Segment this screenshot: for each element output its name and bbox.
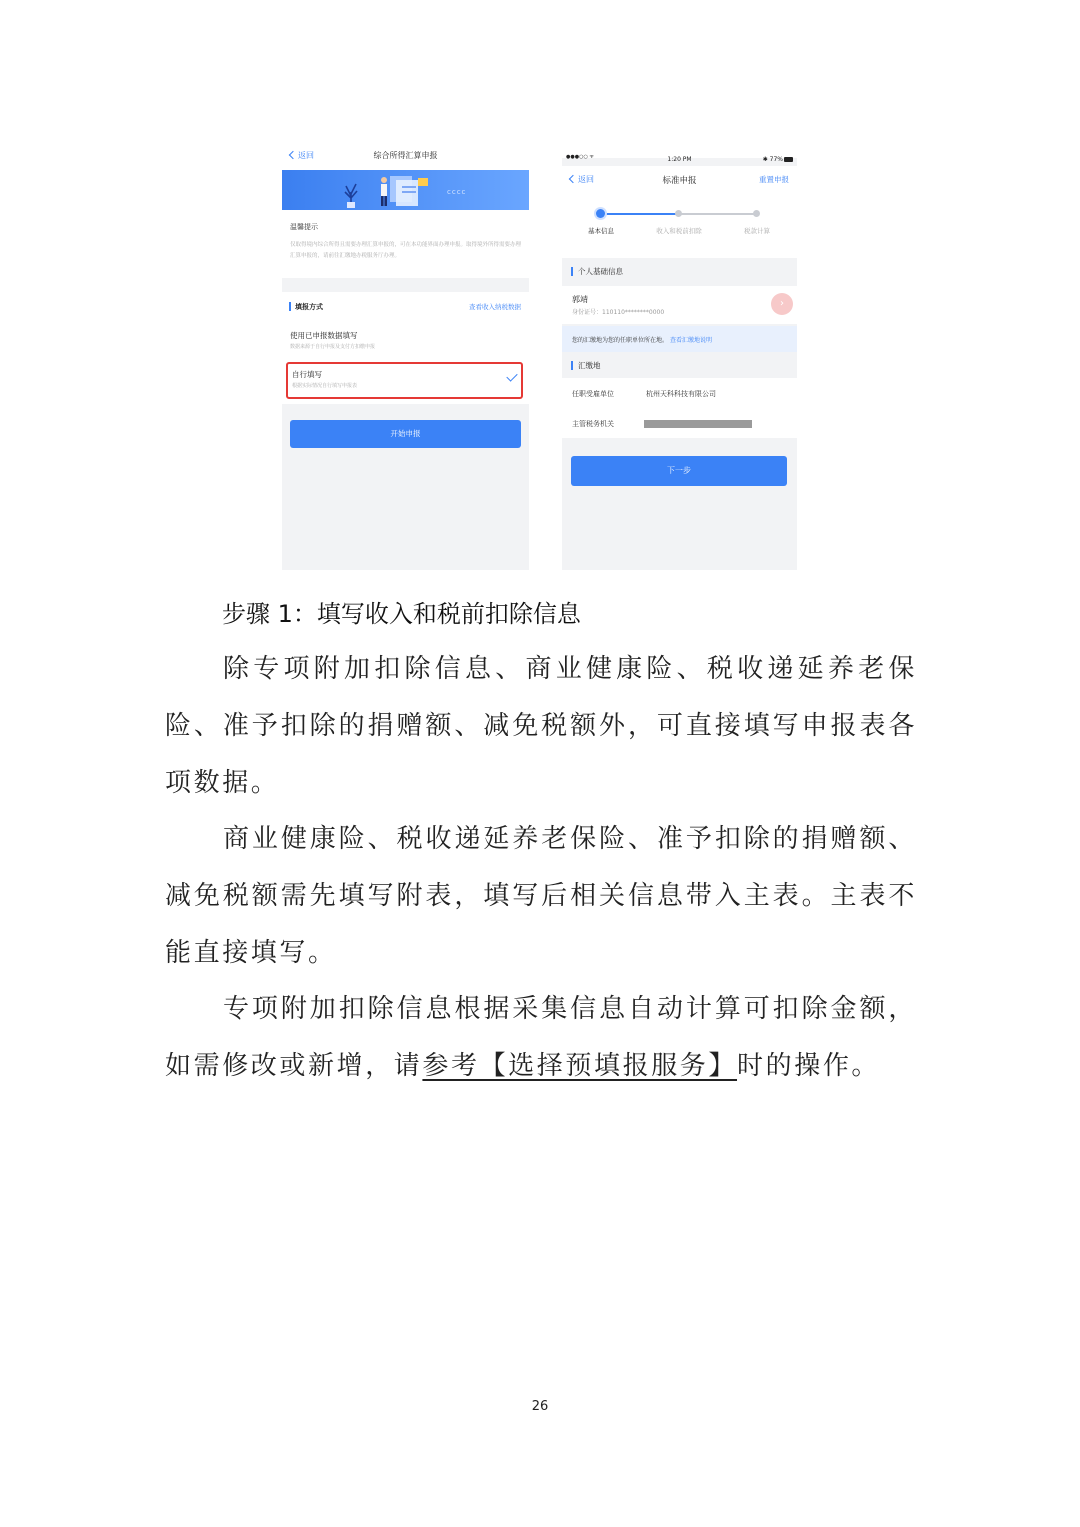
signal-wifi-icon: ●●●○○ ᯤ [566, 154, 594, 160]
person-row[interactable] [562, 286, 797, 324]
left-phone-screenshot [282, 140, 529, 570]
personal-info-section-title: 个人基础信息 [562, 266, 797, 277]
option-self-subtitle: 根据实际情况自行填写申报表 [292, 383, 358, 389]
paragraph-3 [165, 981, 917, 1095]
battery-icon [784, 157, 793, 162]
payment-notice [562, 326, 797, 352]
tip-title: 温馨提示 [290, 223, 318, 231]
option-self-fill[interactable] [290, 365, 523, 393]
step-label-tax: 税款计算 [744, 227, 770, 235]
paragraph-3-text: 专项附加扣除信息根据采集信息自动计算可扣除金额，如需修改或新增，请 [165, 994, 917, 1081]
employer-row [562, 378, 797, 408]
banner-deco-text: cccc [447, 188, 467, 196]
option-used-title: 使用已申报数据填写 [290, 331, 358, 340]
person-desk-illustration-icon [372, 174, 432, 208]
fill-method-title: 填报方式 [289, 302, 323, 312]
battery-text: ✱ 77% [762, 156, 783, 163]
notice-link[interactable]: 查看汇缴地说明 [669, 337, 712, 344]
paragraph-3-tail: 时的操作。 [737, 1051, 881, 1081]
step-label-basic: 基本信息 [588, 227, 614, 235]
tax-office-redacted [644, 420, 752, 428]
option-used-subtitle: 数据来源于自行申报及支付方扣缴申报 [290, 344, 376, 350]
option-use-declared-data[interactable] [288, 326, 523, 354]
step-line-1 [602, 213, 678, 215]
banner-illustration [282, 170, 529, 210]
status-bar [562, 140, 797, 163]
step-dot-2 [675, 210, 682, 217]
right-nav-title: 标准申报 [662, 176, 697, 186]
view-tax-data-link[interactable]: 查看收入纳税数据 [469, 303, 521, 311]
notice-text: 您的汇缴地为您的任职单位所在地。 [572, 337, 669, 344]
step-dot-3 [753, 210, 760, 217]
tip-card [282, 210, 529, 278]
plant-icon [344, 180, 358, 208]
right-nav-bar [562, 166, 797, 194]
start-declaration-button[interactable]: 开始申报 [290, 420, 521, 448]
paragraph-2: 商业健康险、税收递延养老保险、准予扣除的捐赠额、减免税额需先填写附表，填写后相关信息带入主表。主表不能直接填写。 [165, 824, 917, 968]
payment-place-section-title: 汇缴地 [562, 360, 797, 371]
employer-label: 任职受雇单位 [572, 390, 614, 398]
status-time: 1:20 PM [667, 156, 692, 163]
progress-steps [562, 194, 797, 258]
reset-declaration-link[interactable]: 重置申报 [759, 175, 789, 184]
step-dot-1 [596, 209, 605, 218]
page-number: 26 [531, 1399, 549, 1414]
right-phone-screenshot [562, 140, 797, 570]
tax-office-label: 主管税务机关 [572, 420, 614, 428]
left-nav-title: 综合所得汇算申报 [373, 151, 438, 160]
prefill-service-link[interactable]: 参考【选择预填报服务】 [422, 1051, 738, 1081]
person-id: 身份证号：110110********0000 [572, 309, 665, 316]
tax-office-row [562, 408, 797, 438]
tip-text: 仅取得境内综合所得且需要办理汇算申报的，可在本功能界面办理申报。取得境外所得需要办理汇算申报的，请前往汇缴地办税服务厅办理。 [290, 242, 522, 259]
step-line-2 [679, 213, 757, 215]
step-label-income: 收入和税前扣除 [656, 227, 702, 235]
right-back-label: 返回 [578, 175, 594, 184]
left-back-label: 返回 [298, 151, 314, 160]
paragraph-1: 除专项附加扣除信息、商业健康险、税收递延养老保险、准予扣除的捐赠额、减免税额外，可直接填写申报表各项数据。 [165, 654, 917, 798]
person-name: 郭靖 [572, 295, 588, 304]
step-heading: 步骤 1：填写收入和税前扣除信息 [222, 600, 581, 628]
chevron-right-icon[interactable]: › [771, 293, 793, 315]
employer-value: 杭州天科科技有限公司 [646, 390, 716, 398]
next-step-button[interactable]: 下一步 [571, 456, 787, 486]
left-nav-bar [282, 140, 529, 170]
option-self-title: 自行填写 [292, 370, 322, 379]
battery-indicator [763, 156, 793, 163]
